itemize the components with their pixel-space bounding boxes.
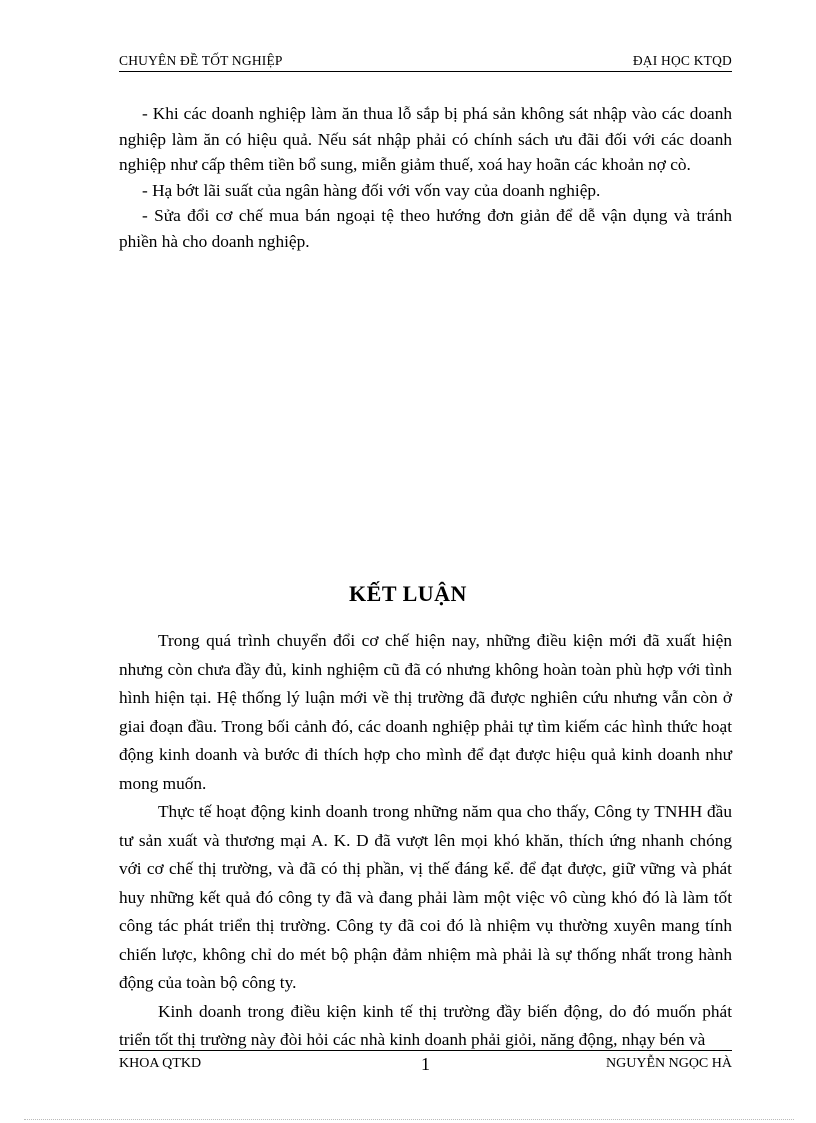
conclusion-paragraph: Kinh doanh trong điều kiện kinh tế thị trường đầy biến động, do đó muốn phát triển tốt thị trường này đòi hỏi các nhà kinh doanh phải giỏi, năng động, nhạy bén và: [119, 1001, 732, 1049]
conclusion-paragraph: Thực tế hoạt động kinh doanh trong những năm qua cho thấy, Công ty TNHH đầu tư sản xuất và thương mại A. K. D đã vượt lên mọi khó khăn, thích ứng nhanh chóng với cơ chế thị trường, và đã có thị phần, vị thế đáng kể. để đạt được, giữ vững và phát huy những kết quả đó công ty đã và đang phải làm một việc vô cùng khó đó là làm tốt công tác phát triển thị trường. Công ty đã coi đó là nhiệm vụ thường xuyên mang tính chiến lược, không chỉ do mét bộ phận đảm nhiệm mà phải là sự thống nhất trong hành động của toàn bộ công ty.: [119, 802, 732, 992]
conclusion-paragraph: Trong quá trình chuyển đổi cơ chế hiện nay, những điều kiện mới đã xuất hiện nhưng còn chưa đầy đủ, kinh nghiệm cũ đã có nhưng không hoàn toàn phù hợp với tình hình hiện tại. Hệ thống lý luận mới về thị trường đã được nghiên cứu nhưng vẫn còn ở giai đoạn đầu. Trong bối cảnh đó, các doanh nghiệp phải tự tìm kiếm các hình thức hoạt động kinh doanh và bước đi thích hợp cho mình để đạt được hiệu quả kinh doanh như mong muốn.: [119, 631, 732, 793]
footer-author: NGUYỄN NGỌC HÀ: [606, 1056, 732, 1071]
page-number: 1: [421, 1054, 430, 1074]
recommendations-list: [119, 101, 732, 254]
bullet-item: - Hạ bớt lãi suất của ngân hàng đối với vốn vay của doanh nghiệp.: [142, 180, 601, 200]
conclusion-heading: KẾT LUẬN: [349, 581, 467, 606]
conclusion-body: [119, 627, 732, 1055]
footer-faculty: KHOA QTKD: [119, 1056, 202, 1071]
page-edge-divider: [24, 1119, 794, 1120]
bullet-item: - Sửa đổi cơ chế mua bán ngoại tệ theo hướng đơn giản để dễ vận dụng và tránh phiền hà cho doanh nghiệp.: [119, 206, 732, 251]
bullet-item: - Khi các doanh nghiệp làm ăn thua lỗ sắp bị phá sản không sát nhập vào các doanh nghiệp làm ăn có hiệu quả. Nếu sát nhập phải có chính sách ưu đãi đối với các doanh nghiệp như cấp thêm tiền bổ sung, miễn giảm thuế, xoá hay hoãn các khoản nợ cò.: [119, 104, 732, 174]
footer-divider: [119, 1050, 732, 1051]
header-left-title: CHUYÊN ĐỀ TỐT NGHIỆP: [119, 53, 283, 68]
page-footer: [119, 1054, 732, 1074]
page-header: [119, 52, 732, 72]
header-right-title: ĐẠI HỌC KTQD: [632, 53, 732, 68]
